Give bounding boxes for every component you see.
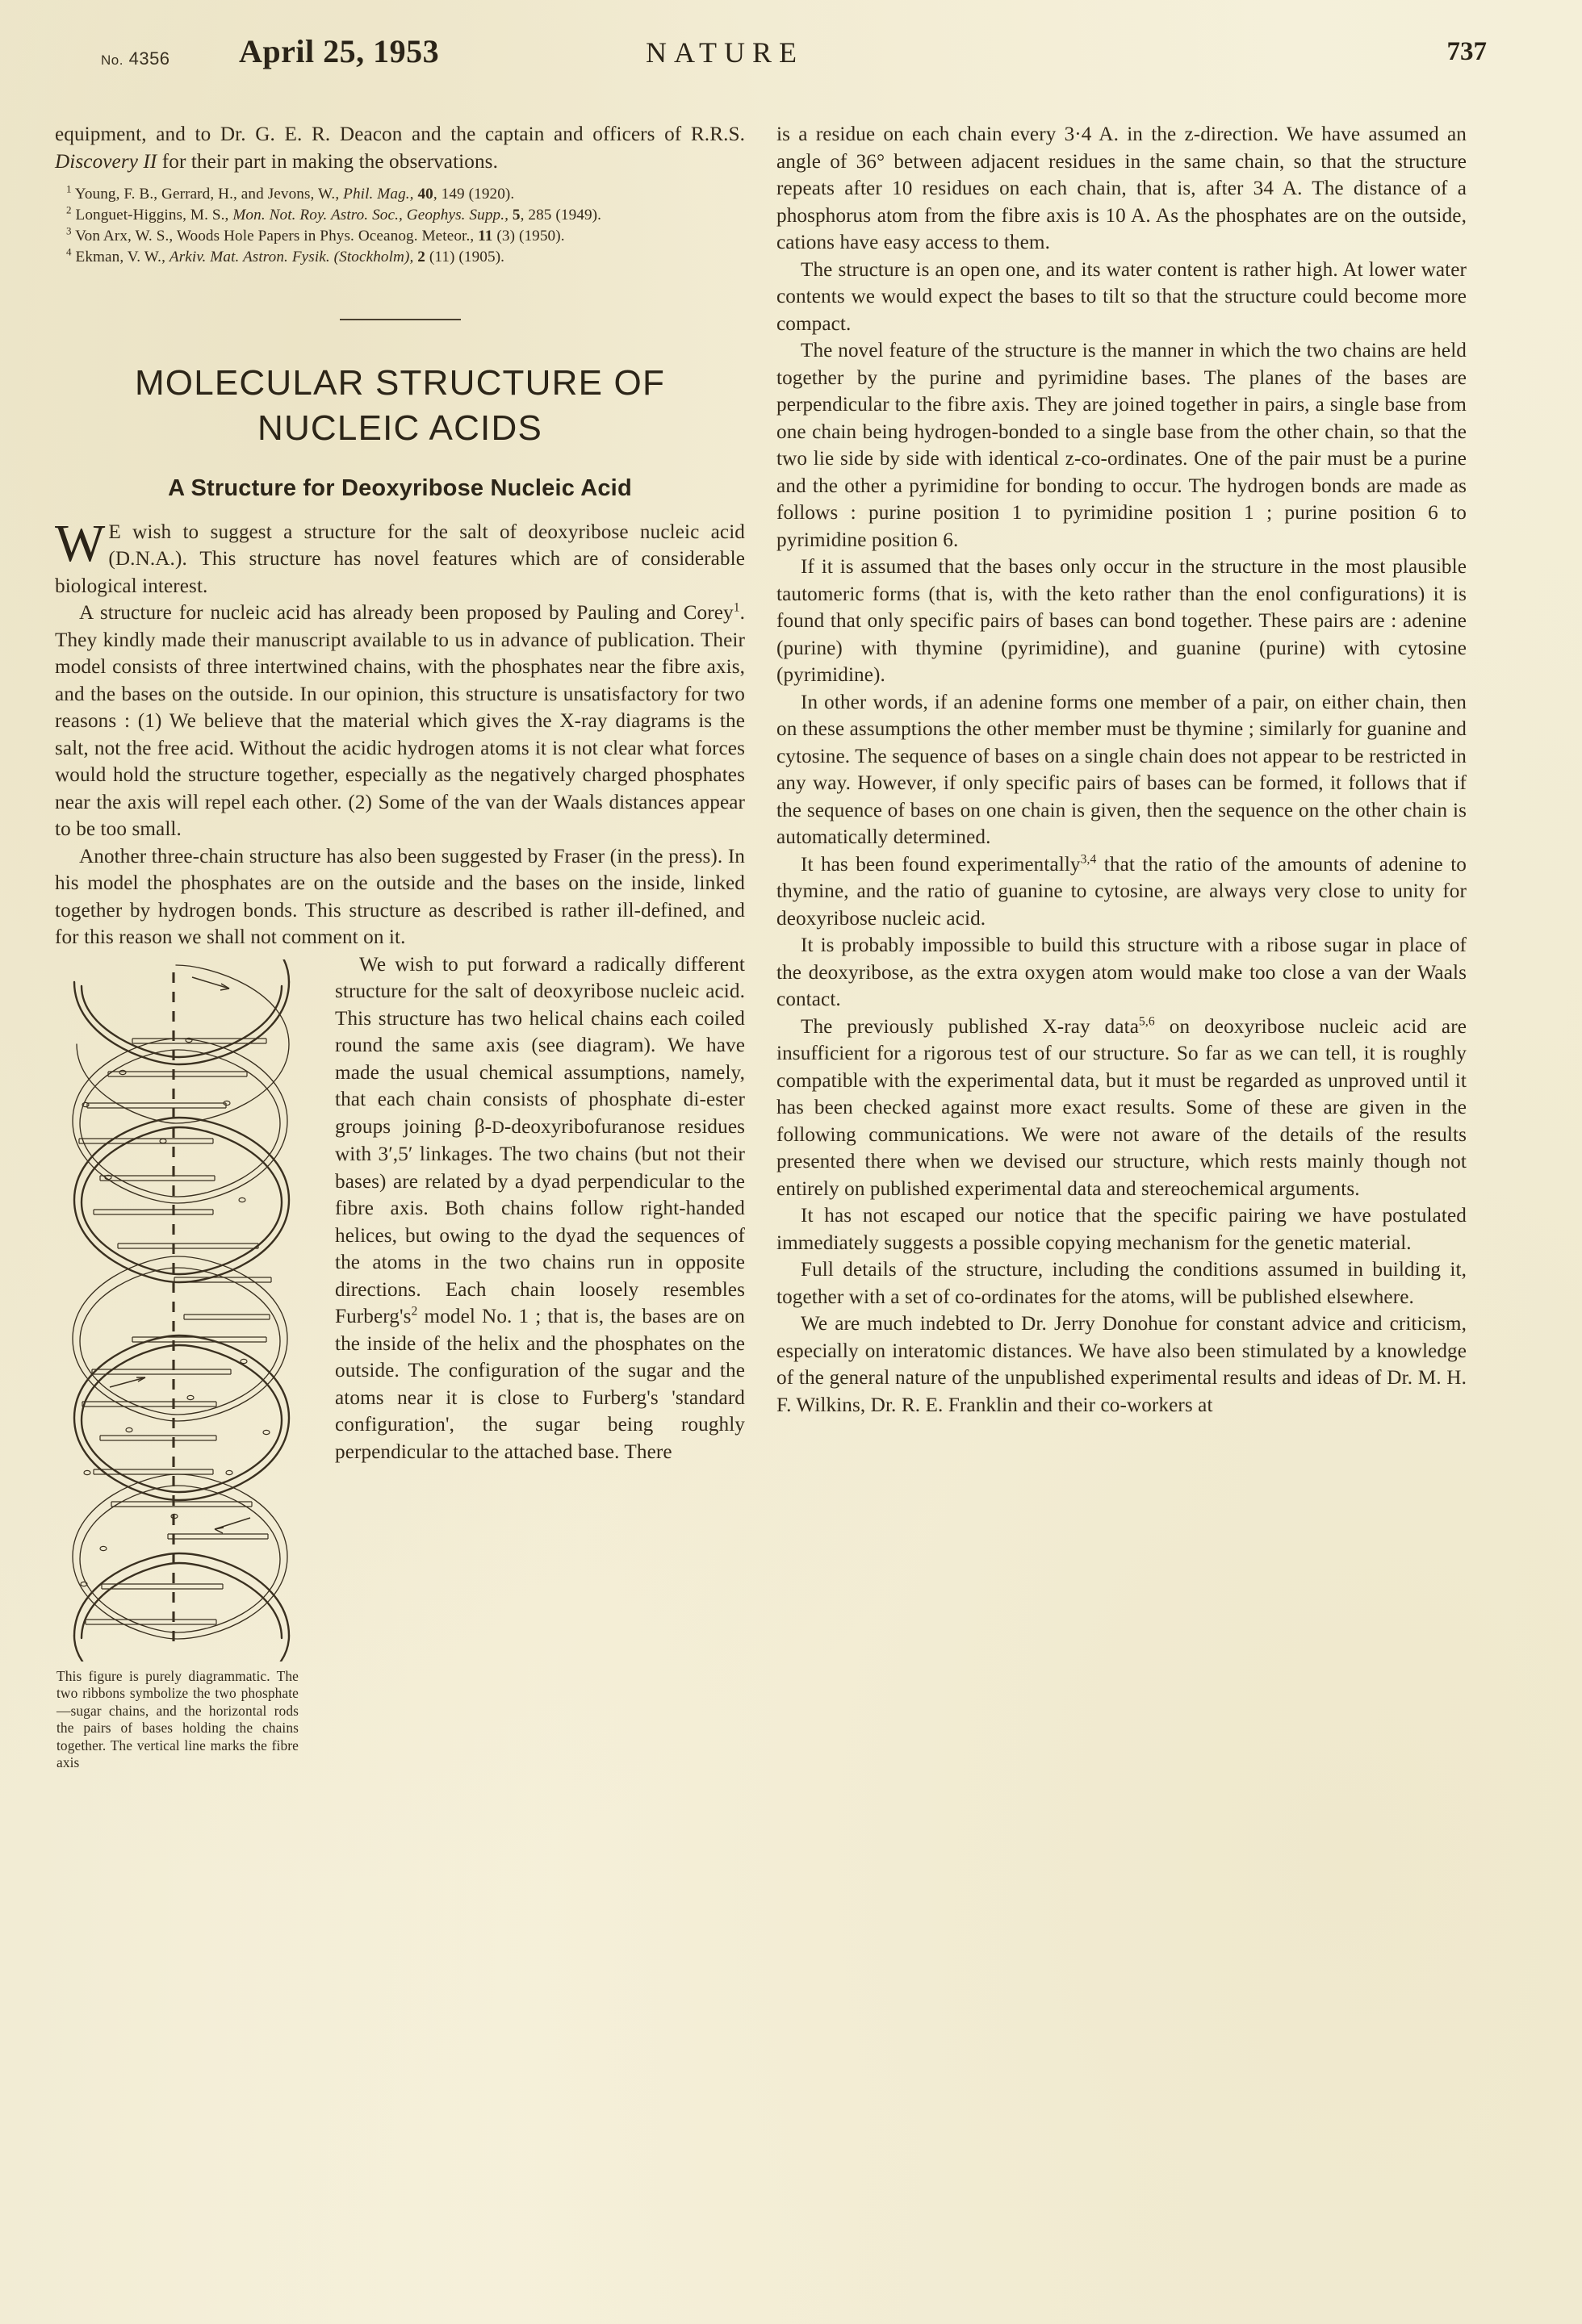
reference-number: 3 [66, 224, 72, 237]
figure-caption: This figure is purely diagrammatic. The two ribbons symbolize the two phosphate—sugar chains, and the horizontal rods the pairs of bases holding the chains together. The vertical line marks the fibre axis [56, 1667, 299, 1771]
reference-rest: (11) (1905). [425, 249, 505, 265]
citation-marker: 3,4 [1080, 852, 1097, 867]
reference-item [55, 184, 745, 204]
front-helix-1 [74, 982, 289, 1064]
reference-rest: (3) (1950). [492, 228, 565, 245]
paragraph-full-details: Full details of the structure, including the conditions assumed in building it, together with a set of co-ordinates for the atoms, will be published elsewhere. [776, 1259, 1467, 1308]
page-number: 737 [1446, 37, 1487, 66]
paragraph-sequence-determination: In other words, if an adenine forms one member of a pair, on either chain, then on these assumptions the other member must be thymine ; similarly for guanine and cytosine. The sequence of bases on a single chain does not appear to be restricted in any way. However, if only specific pairs of bases can be formed, it follows that if the sequence of bases on one chain is given, then the sequence on the other chain is automatically determined. [776, 691, 1467, 848]
running-head [0, 31, 1582, 73]
paragraph-text-c: model No. 1 ; that is, the bases are on the inside of the helix and the phosphates on the outside. The configuration of the sugar and the atoms near it is close to Furberg's 'standard configuration', the sugar being roughly perpendicular to the attached base. There [335, 1306, 745, 1463]
paragraph-text-a: We wish to put forward a radically different structure for the salt of deoxyribose nucleic acid. This structure has two helical chains each coiled round the same axis (see diagram). We have made the usual chemical assumptions, namely, that each chain consists of phosphate di-ester groups joining β- [335, 953, 745, 1138]
paragraph-fraser [55, 843, 745, 951]
paragraph-xray-data [776, 1014, 1467, 1203]
article-title-line-2: NUCLEIC ACIDS [257, 408, 542, 448]
reference-volume: 40 [417, 186, 433, 203]
back-helix-turn-2 [73, 1256, 287, 1421]
direction-arrows [110, 977, 250, 1533]
reference-journal: Arkiv. Mat. Astron. Fysik. (Stockholm), [169, 249, 414, 265]
reference-authors: Longuet-Higgins, M. S., [75, 207, 229, 224]
paragraph-text-b: . They kindly made their manuscript available to us in advance of publication. Their model consists of three intertwined chains, with the phosphates near the fibre axis, and the bases on the outside. In our opinion, this structure is unsatisfactory for two reasons : (1) We believe that the material which gives the X-ray diagrams is the salt, not the free acid. Without the acidic hydrogen atoms it is not clear what forces would hold the structure together, especially as the negatively charged phosphates near the axis will repel each other. (2) Some of the van der Waals distances appear to be too small. [55, 602, 745, 840]
reference-item [55, 226, 745, 246]
journal-title: NATURE [646, 36, 804, 69]
paragraph-text: Another three-chain structure has also been suggested by Fraser (in the press). In his model the phosphates are on the outside and the bases on the inside, linked together by hydrogen bonds. This structure as described is rather ill-defined, and for this reason we shall not comment on it. [55, 845, 745, 948]
citation-marker: 2 [411, 1304, 418, 1319]
citation-marker: 1 [733, 600, 740, 615]
continued-paragraph: equipment, and to Dr. G. E. R. Deacon and the captain and officers of R.R.S. Discovery II for their part in making the observations. [55, 123, 745, 173]
paragraph-base-pairing-manner: The novel feature of the structure is the manner in which the two chains are held together by the purine and pyrimidine bases. The planes of the bases are perpendicular to the fibre axis. They are joined together in pairs, a single base from one chain being hydrogen-bonded to a single base from the other chain, so that the two lie side by side with identical z-co-ordinates. One of the pair must be a purine and the other a pyrimidine for bonding to occur. The hydrogen bonds are made as follows : purine position 1 to pyrimidine position 1 ; purine position 6 to pyrimidine position 6. [776, 340, 1467, 551]
reference-volume: 2 [417, 249, 425, 265]
paragraph-chargaff-ratios [776, 851, 1467, 933]
front-helix-4 [74, 1636, 160, 1661]
reference-journal: Phil. Mag., [343, 186, 414, 203]
reference-list [55, 184, 745, 267]
paragraph-copying-mechanism: It has not escaped our notice that the specific pairing we have postulated immediately suggests a possible copying mechanism for the genetic material. [776, 1205, 1467, 1254]
base-pair-rods [79, 1039, 271, 1624]
figure-block [55, 959, 317, 1773]
paragraph-text-a: The previously published X-ray data [801, 1015, 1140, 1038]
paragraph-pauling-corey [55, 600, 745, 843]
reference-item [55, 247, 745, 267]
reference-number: 4 [66, 245, 72, 258]
paragraph-tautomeric-forms: If it is assumed that the bases only occur in the structure in the most plausible tautomeric forms (that is, with the keto rather than the enol configurations) it is found that only specific pairs of bases can bond together. These pairs are : adenine (purine) with thymine (pyrimidine), and guanine (purine) with cytosine (pyrimidine). [776, 556, 1467, 686]
article-subtitle: A Structure for Deoxyribose Nucleic Acid [168, 475, 632, 501]
ship-name: Discovery II [55, 150, 157, 173]
issue-date: April 25, 1953 [239, 33, 440, 69]
right-column [776, 121, 1467, 1419]
paragraph-ribose-impossible: It is probably impossible to build this structure with a ribose sugar in place of the deoxyribose, as the extra oxygen atom would make too close a van der Waals contact. [776, 934, 1467, 1010]
reference-rest: , 149 (1920). [433, 186, 515, 203]
reference-number: 1 [66, 182, 72, 195]
issue-number-value: 4356 [128, 48, 170, 69]
lead-paragraph [55, 513, 745, 600]
page-title [55, 361, 745, 451]
dna-double-helix-diagram [55, 959, 317, 1661]
reference-authors: Von Arx, W. S., Woods Hole Papers in Phys. Oceanog. Meteor., [75, 228, 475, 245]
section-divider-rule [340, 319, 461, 320]
reference-rest: , 285 (1949). [520, 207, 602, 224]
reference-volume: 11 [478, 228, 493, 245]
paragraph-text-b: that the ratio of the amounts of adenine to thymine, and the ratio of guanine to cytosine, are always very close to unity for deoxyribose nucleic acid. [776, 853, 1467, 930]
article-title-line-1: MOLECULAR STRUCTURE OF [134, 363, 666, 403]
reference-volume: 5 [512, 207, 521, 224]
small-caps-d: D [492, 1117, 504, 1137]
reference-item [55, 205, 745, 225]
issue-prefix: No. [101, 52, 123, 68]
citation-marker: 5,6 [1139, 1014, 1155, 1029]
drop-cap: W [55, 513, 106, 573]
paragraph-open-structure: The structure is an open one, and its water content is rather high. At lower water contents we would expect the bases to tilt so that the structure could become more compact. [776, 258, 1467, 335]
paragraph-text-b: on deoxyribose nucleic acid are insufficient for a rigorous test of our structure. So far as we can tell, it is roughly compatible with the experimental data, but it must be regarded as unproved until it has been checked against more exact results. Some of these are given in the following communications. We were not aware of the details of the results presented there when we devised our structure, which rests mainly though not entirely on published experimental data and stereochemical arguments. [776, 1015, 1467, 1200]
left-column [55, 121, 745, 1772]
issue-number [101, 48, 170, 69]
paragraph-text-b: -deoxyribofuranose residues with 3′,5′ linkages. The two chains (but not their bases) are related by a dyad perpendicular to the fibre axis. Both chains follow right-handed helices, but owing to the dyad the sequences of the atoms in the two chains run in opposite directions. Each chain loosely resembles Furberg's [335, 1115, 746, 1327]
paragraph-residue-spacing: is a residue on each chain every 3·4 A. in the z-direction. We have assumed an angle of 36° between adjacent residues in the same chain, so that the structure repeats after 10 residues on each chain, that is, after 34 A. The distance of a phosphorus atom from the fibre axis is 10 A. As the phosphates are on the outside, cations have easy access to them. [776, 123, 1467, 253]
paragraph-acknowledgements: We are much indebted to Dr. Jerry Donohue for constant advice and criticism, especially on interatomic distances. We have also been stimulated by a knowledge of the general nature of the unpublished experimental results and ideas of Dr. M. H. F. Wilkins, Dr. R. E. Franklin and their co-workers at [776, 1313, 1467, 1416]
reference-authors: Ekman, V. W., [75, 249, 165, 265]
back-helix-turn-3 [73, 1474, 287, 1639]
paragraph-text-a: A structure for nucleic acid has already been proposed by Pauling and Corey [79, 602, 734, 624]
reference-journal: Mon. Not. Roy. Astro. Soc., Geophys. Supp., [232, 207, 508, 224]
reference-number: 2 [66, 203, 72, 216]
reference-authors: Young, F. B., Gerrard, H., and Jevons, W., [74, 186, 340, 203]
front-helix-2 [74, 1118, 289, 1282]
paragraph-text-a: It has been found experimentally [801, 853, 1081, 876]
lead-paragraph-text: E wish to suggest a structure for the salt of deoxyribose nucleic acid (D.N.A.). This structure has novel features which are of considerable biological interest. [55, 520, 745, 597]
front-helix-3 [74, 1335, 289, 1500]
